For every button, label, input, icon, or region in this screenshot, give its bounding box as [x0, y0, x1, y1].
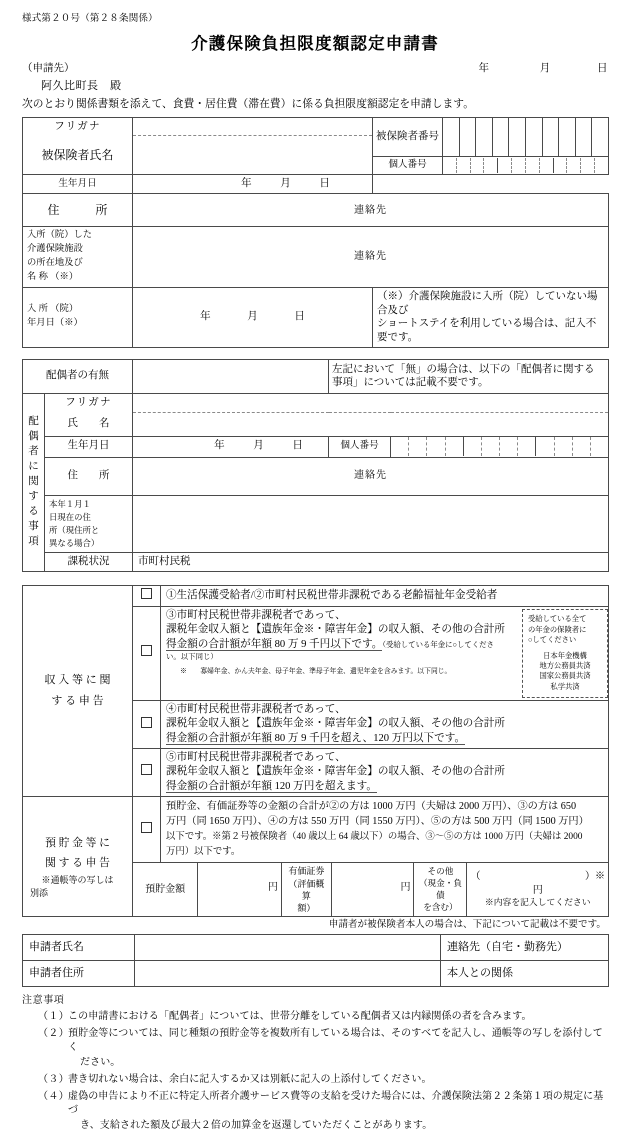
- numcell[interactable]: [460, 118, 477, 156]
- numcell[interactable]: [518, 437, 536, 456]
- pension-insurer-option[interactable]: 地方公務員共済: [539, 661, 591, 671]
- admission-note-line: ショートステイを利用している場合は、記入不要です。: [377, 318, 597, 343]
- numcell[interactable]: [457, 158, 471, 173]
- numcell[interactable]: [554, 158, 568, 173]
- admission-date-label: [23, 288, 133, 348]
- numcell[interactable]: [512, 158, 526, 173]
- facility-label: [23, 227, 133, 288]
- spouse-section-vertical-label: [23, 393, 45, 571]
- insured-person-table: [22, 117, 609, 348]
- spouse-furigana-label: フリガナ: [45, 393, 133, 412]
- numcell[interactable]: [427, 437, 445, 456]
- facility-contact-label: 連絡先: [354, 251, 387, 263]
- facility-label-line: 名 称 （※）: [27, 272, 79, 283]
- numcell[interactable]: [471, 158, 485, 173]
- income-checkbox-4-cell[interactable]: [133, 701, 161, 749]
- checkbox-icon[interactable]: [141, 764, 152, 775]
- income-item-3-line: 課税年金収入額と【遺族年金※・障害年金】の収入額、その他の合計所: [166, 624, 505, 636]
- note-text-main: この申請書における「配偶者」については、世帯分離をしている配偶者又は内縁関係の者を含みます。: [68, 1010, 532, 1022]
- income-section-label-line: す る 申 告: [51, 694, 104, 707]
- numcell[interactable]: [446, 437, 464, 456]
- note-text-main: 預貯金等については、同じ種類の預貯金等を複数所有している場合は、そのすべてを記入し、通帳等の写しを添付してく: [68, 1027, 603, 1054]
- admission-day: 日: [294, 311, 305, 323]
- insured-name-field[interactable]: [133, 136, 373, 175]
- note-text-main: 書き切れない場合は、余白に記入するか又は別紙に記入の上添付してください。: [68, 1073, 432, 1085]
- spouse-table: [22, 359, 609, 572]
- spouse-birth-month: 月: [253, 440, 264, 452]
- admission-month: 月: [247, 311, 258, 323]
- insured-mynumber-field[interactable]: [443, 157, 609, 175]
- insured-mynumber-label: 個人番号: [373, 157, 443, 175]
- vlabel-char: 関: [28, 475, 39, 487]
- numcell[interactable]: [573, 437, 591, 456]
- savings-statement-line: 以下です。※第２号被保険者（40 歳以上 64 歳以下）の場合、③～⑤の方は 1000 万円（夫婦は 2000: [166, 831, 583, 842]
- insured-address-field[interactable]: [133, 194, 609, 227]
- vlabel-char: 偶: [28, 431, 39, 443]
- numcell[interactable]: [498, 158, 512, 173]
- income-item-4-line: ④市町村民税世帯非課税者であって、: [166, 704, 346, 716]
- savings-statement-line: 万円）以下です。: [166, 847, 241, 858]
- numcell[interactable]: [536, 437, 554, 456]
- note-text-cont: ださい。: [80, 1056, 121, 1068]
- applicant-table-note: 申請者が被保険者本人の場合は、下記について記載は不要です。: [328, 918, 606, 930]
- numcell[interactable]: [464, 437, 482, 456]
- spouse-contact-label: 連絡先: [354, 470, 387, 482]
- securities-label-line: 額）: [297, 902, 316, 913]
- income-item-3-small2: い。以下同じ）: [166, 651, 218, 661]
- insured-birth-field[interactable]: [133, 175, 373, 194]
- admission-date-label-line: 入 所 （院）: [27, 304, 79, 315]
- savings-amounts-row: [133, 863, 609, 917]
- page-title: 介護保険負担限度額認定申請書: [191, 33, 439, 53]
- note-item: [22, 1010, 608, 1025]
- note-text: [68, 1027, 608, 1071]
- note-number: （２）: [38, 1027, 70, 1039]
- savings-statement-line: 万円（同 1650 万円）、④の方は 550 万円（同 1550 万円）、⑤の方は 500 万円（同 1500 万円）: [166, 816, 589, 828]
- savings-section-note: ※通帳等の写しは: [41, 874, 114, 885]
- insured-number-field[interactable]: [443, 117, 609, 157]
- savings-section-label-line: 関 す る 申 告: [45, 856, 110, 869]
- income-item-5: [161, 749, 609, 797]
- other-paren-close: ）※: [585, 871, 605, 883]
- facility-label-line: の所在地及び: [27, 258, 83, 269]
- insured-number-label: 被保険者番号: [373, 117, 443, 157]
- pension-insurer-option[interactable]: 日本年金機構: [543, 650, 587, 660]
- numcell[interactable]: [591, 437, 608, 456]
- savings-statement-line: 預貯金、有価証券等の金額の合計が②の方は 1000 万円（夫婦は 2000 万円）、③の方は 650: [166, 800, 577, 812]
- numcell[interactable]: [540, 158, 554, 173]
- spouse-name-label: 氏 名: [45, 412, 133, 436]
- insured-birth-month: 月: [280, 178, 291, 190]
- deposit-amount-label: 預貯金額: [133, 863, 198, 916]
- note-number: （４）: [38, 1090, 70, 1102]
- pension-insurer-box: [522, 609, 608, 698]
- securities-unit: 円: [400, 882, 411, 894]
- other-paren-open: （: [470, 871, 481, 883]
- spouse-jan1-address-label: [45, 495, 133, 552]
- numcell[interactable]: [391, 437, 409, 456]
- date-day-label: 日: [597, 63, 608, 75]
- numcell[interactable]: [493, 118, 510, 156]
- other-note: ※内容を記入してください: [484, 897, 591, 908]
- spouse-exists-note-line: 左記において「無」の場合は、以下の「配偶者に関する: [332, 363, 595, 375]
- pension-instruction-line: 受給している全て: [528, 613, 587, 623]
- insured-number-grid: [443, 118, 608, 156]
- income-item-5-line: 課税年金収入額と【遺族年金※・障害年金】の収入額、その他の合計所: [166, 766, 505, 778]
- income-section-label: [23, 585, 133, 796]
- deposit-amount-field[interactable]: [198, 863, 282, 916]
- note-text-cont: き、支給された額及び最大２倍の加算金を返還していただくことがあります。: [80, 1119, 433, 1131]
- admission-year: 年: [200, 311, 211, 323]
- note-item: [22, 1073, 608, 1088]
- income-item-5-line: ⑤市町村民税世帯非課税者であって、: [166, 752, 346, 764]
- pension-insurer-option[interactable]: 国家公務員共済: [539, 671, 591, 681]
- securities-label-line: 有価証券: [288, 866, 325, 877]
- securities-amount-field[interactable]: [331, 863, 414, 916]
- notes-section: [22, 994, 608, 1133]
- vlabel-char: 項: [28, 535, 39, 547]
- insured-name-label: 被保険者氏名: [23, 136, 133, 175]
- note-number: （１）: [38, 1010, 70, 1022]
- vlabel-char: に: [28, 461, 39, 472]
- spouse-tax-status-label: 課税状況: [45, 552, 133, 571]
- numcell[interactable]: [592, 118, 608, 156]
- checkbox-icon[interactable]: [141, 645, 152, 656]
- facility-label-line: 介護保険施設: [27, 244, 83, 255]
- income-item-4-line: 得金額の合計額が年額 80 万 9 千円を超え、120 万円以下です。: [166, 732, 466, 744]
- numcell[interactable]: [559, 118, 576, 156]
- spouse-address-field[interactable]: [133, 457, 609, 495]
- note-text: [68, 1073, 608, 1088]
- numcell[interactable]: [581, 158, 595, 173]
- savings-amounts-subtable: [133, 863, 608, 916]
- insured-contact-label: 連絡先: [354, 204, 387, 216]
- securities-label: [281, 863, 331, 916]
- other-assets-field[interactable]: [467, 863, 608, 916]
- spouse-mynumber-field[interactable]: [391, 436, 609, 457]
- date-year-label: 年: [478, 63, 490, 75]
- insured-address-label: 住 所: [23, 194, 133, 227]
- income-item-4-line: 課税年金収入額と【遺族年金※・障害年金】の収入額、その他の合計所: [166, 718, 505, 730]
- savings-checkbox-cell[interactable]: [133, 796, 161, 862]
- numcell[interactable]: [555, 437, 573, 456]
- savings-statement: [161, 796, 609, 862]
- insured-birth-day: 日: [319, 178, 330, 190]
- applicant-to-label: （申請先）: [22, 63, 75, 75]
- numcell[interactable]: [500, 437, 518, 456]
- numcell[interactable]: [409, 437, 427, 456]
- numcell[interactable]: [567, 158, 581, 173]
- numcell[interactable]: [476, 118, 493, 156]
- submission-date-blanks: [479, 62, 609, 76]
- admission-note: [373, 288, 609, 348]
- numcell[interactable]: [509, 118, 526, 156]
- checkbox-icon[interactable]: [141, 717, 152, 728]
- admission-note-line: （※）介護保険施設に入所（院）していない場合及び: [377, 291, 598, 316]
- applicant-contact-label: 連絡先（自宅・勤務先）: [441, 934, 609, 960]
- other-assets-label: [414, 863, 467, 916]
- numcell[interactable]: [443, 118, 460, 156]
- intro-text: 次のとおり関係書類を添えて、食費・居住費（滞在費）に係る負担限度額認定を申請します。: [22, 98, 475, 111]
- spouse-address-label: 住 所: [45, 457, 133, 495]
- form-code: 様式第２０号（第２８条関係）: [22, 14, 158, 24]
- numcell[interactable]: [595, 158, 608, 173]
- income-savings-table: [22, 585, 609, 917]
- income-item-4: [161, 701, 609, 749]
- other-label-line: を含む）: [423, 901, 458, 912]
- applicant-table: [22, 934, 609, 987]
- recipient-line: 阿久比町長 殿: [41, 80, 122, 93]
- spouse-birth-day: 日: [292, 440, 303, 452]
- pension-instruction-line: の年金の保険者に: [528, 624, 587, 634]
- deposit-unit: 円: [267, 882, 278, 894]
- numcell[interactable]: [576, 118, 593, 156]
- vlabel-char: す: [28, 490, 39, 502]
- vlabel-char: 事: [28, 520, 39, 532]
- applicant-to-line: [22, 62, 608, 76]
- note-text: [68, 1090, 608, 1133]
- insured-furigana-field[interactable]: [133, 117, 373, 136]
- vlabel-char: 者: [28, 446, 39, 458]
- numcell[interactable]: [526, 158, 540, 173]
- date-month-label: 月: [539, 63, 551, 75]
- savings-section-label: [23, 796, 133, 916]
- income-item-3: [161, 606, 609, 700]
- income-item-3-footnote: ※ 寡婦年金、かん夫年金、母子年金、準母子年金、遺児年金を含みます。以下同じ。: [180, 668, 452, 676]
- note-item: [22, 1090, 608, 1133]
- numcell[interactable]: [543, 118, 560, 156]
- applicant-relation-label: 本人との関係: [441, 960, 609, 986]
- income-item-5-line: 得金額の合計額が年額 120 万円を超えます。: [166, 780, 378, 792]
- numcell[interactable]: [443, 158, 457, 173]
- notes-title: 注意事項: [22, 994, 65, 1006]
- spouse-jan1-label-line: 日現在の住: [49, 512, 91, 522]
- pension-instruction-line: ○してください: [528, 635, 577, 645]
- numcell[interactable]: [526, 118, 543, 156]
- spouse-birth-year: 年: [214, 440, 225, 452]
- admission-date-label-line: 年月日（※）: [27, 318, 83, 329]
- income-checkbox-3-cell[interactable]: [133, 606, 161, 700]
- spouse-birth-field[interactable]: [133, 436, 329, 457]
- income-item-3-line: ③市町村民税世帯非課税者であって、: [166, 609, 346, 621]
- admission-date-field[interactable]: [133, 288, 373, 348]
- vlabel-char: 配: [28, 416, 39, 428]
- spouse-jan1-label-line: 所（現住所と: [49, 525, 100, 535]
- insured-birth-label: 生年月日: [23, 175, 133, 194]
- income-item-3-line: 得金額の合計額が年額 80 万 9 千円以下です。: [166, 638, 383, 650]
- numcell[interactable]: [482, 437, 500, 456]
- note-text: [68, 1010, 608, 1025]
- spouse-jan1-address-field[interactable]: [133, 495, 609, 552]
- savings-section-label-line: 預 貯 金 等 に: [45, 836, 110, 849]
- income-item-1-2-text: ①生活保護受給者/②市町村民税世帯非課税である老齢福祉年金受給者: [161, 585, 609, 606]
- other-unit: 円: [532, 884, 543, 896]
- income-checkbox-5-cell[interactable]: [133, 749, 161, 797]
- spouse-exists-label: 配偶者の有無: [23, 359, 133, 393]
- facility-label-line: 入所（院）した: [27, 230, 93, 241]
- income-checkbox-1-2-cell[interactable]: [133, 585, 161, 606]
- facility-field[interactable]: [133, 227, 609, 288]
- applicant-address-label: 申請者住所: [23, 960, 135, 986]
- spouse-exists-field[interactable]: [133, 359, 329, 393]
- spouse-tax-status-value: 市町村民税: [133, 552, 609, 571]
- securities-label-line: （評価概算: [288, 878, 325, 901]
- income-section-label-line: 収 入 等 に 関: [44, 673, 111, 686]
- spouse-jan1-label-line: 本年１月１: [49, 499, 91, 509]
- checkbox-icon[interactable]: [141, 822, 152, 833]
- pension-insurer-option[interactable]: 私学共済: [550, 681, 580, 691]
- checkbox-icon[interactable]: [141, 588, 152, 599]
- spouse-mynumber-grid: [391, 437, 608, 456]
- applicant-name-field[interactable]: [135, 934, 441, 960]
- note-item: [22, 1027, 608, 1071]
- other-label-line: その他: [427, 865, 454, 876]
- note-number: （３）: [38, 1073, 70, 1085]
- spouse-jan1-label-line: 異なる場合）: [49, 538, 100, 548]
- spouse-name-field[interactable]: [133, 412, 609, 436]
- insured-mynumber-grid: [443, 158, 608, 173]
- insured-furigana-label: フリガナ: [23, 117, 133, 136]
- vlabel-char: る: [28, 505, 39, 517]
- applicant-name-label: 申請者氏名: [23, 934, 135, 960]
- savings-section-note2: 別添: [30, 888, 49, 899]
- income-item-3-small: （受給している年金に○してくださ: [382, 639, 494, 649]
- applicant-address-field[interactable]: [135, 960, 441, 986]
- spouse-exists-note-line: 事項」については記載不要です。: [332, 377, 489, 389]
- insured-birth-year: 年: [241, 178, 252, 190]
- spouse-birth-label: 生年月日: [45, 436, 133, 457]
- note-text-main: 虚偽の申告により不正に特定入所者介護サービス費等の支給を受けた場合には、介護保険法第２２条第１項の規定に基づ: [68, 1090, 604, 1117]
- numcell[interactable]: [484, 158, 498, 173]
- spouse-furigana-field[interactable]: [133, 393, 609, 412]
- spouse-mynumber-label: 個人番号: [329, 436, 391, 457]
- spouse-exists-note: [329, 359, 609, 393]
- other-label-line: （現金・負債: [418, 877, 462, 900]
